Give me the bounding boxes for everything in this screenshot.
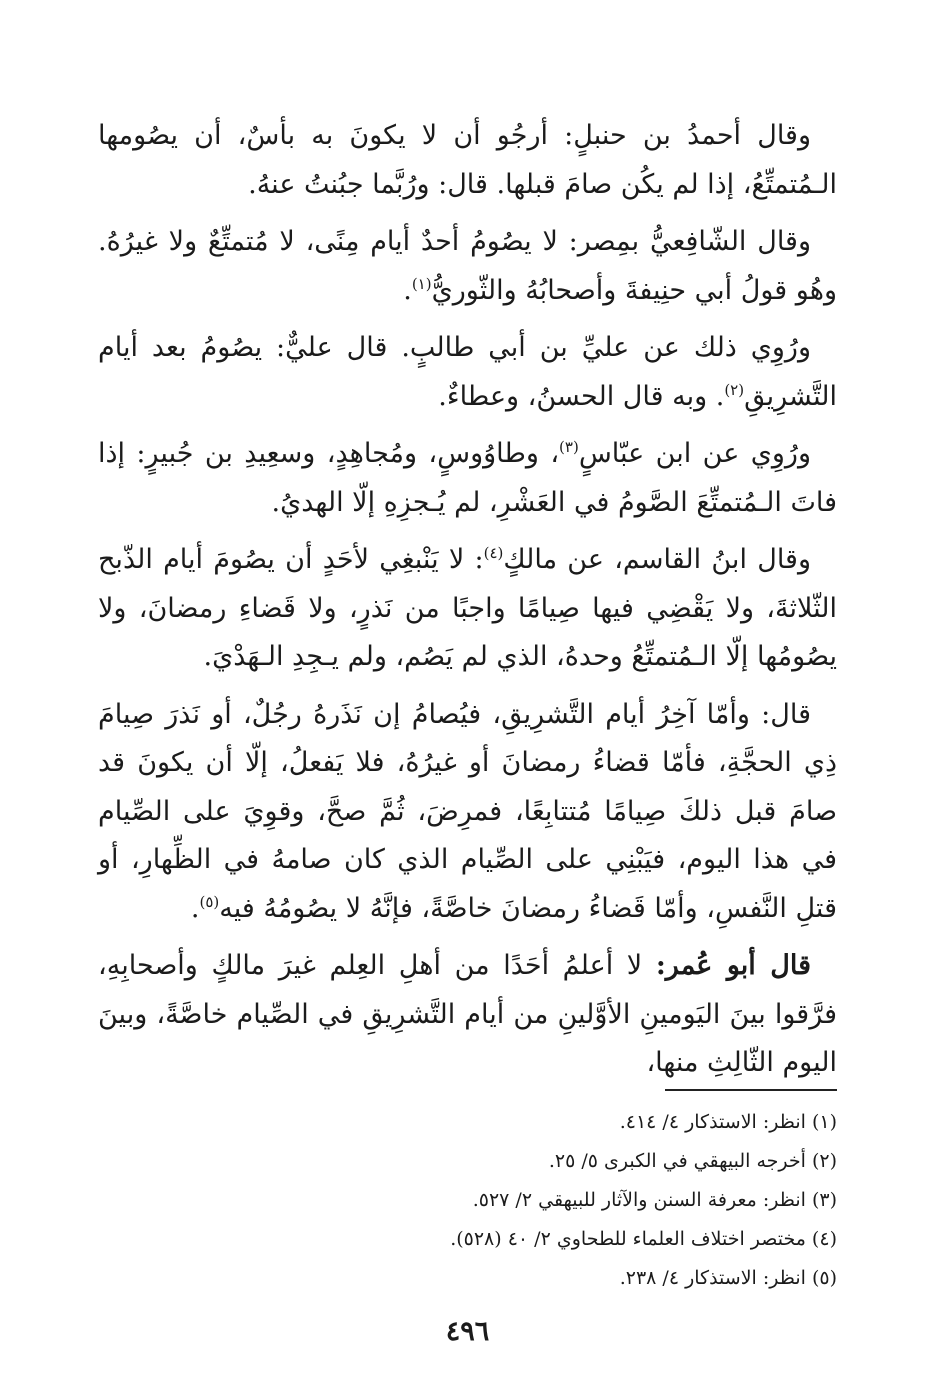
paragraph-text: وقال الشّافِعيُّ بمِصر: لا يصُومُ أحدٌ أيام مِنًى، لا مُتمتِّعٌ ولا غيرُهُ. وهُو قولُ أبي حنِيفةَ وأصحابُهُ والثّوريُّ (98, 226, 837, 306)
footnote-3: (٣) انظر: معرفة السنن والآثار للبيهقي ٢/ ٥٢٧. (472, 1189, 837, 1211)
footnote-2: (٢) أخرجه البيهقي في الكبرى ٥/ ٢٥. (548, 1150, 837, 1172)
main-text (98, 112, 837, 1088)
footnote-5: (٥) انظر: الاستذكار ٤/ ٢٣٨. (619, 1267, 837, 1289)
paragraph-text: وقال أحمدُ بن حنبلٍ: أرجُو أن لا يكونَ به بأسٌ، أن يصُومها الـمُتمتِّعُ، إذا لم يكُن صامَ قبلها. قال: ورُبَّما جبُنتُ عنهُ. (98, 120, 837, 200)
footnote-ref: (٥) (199, 892, 220, 911)
paragraph-lead: قال أبو عُمر: (655, 950, 811, 981)
paragraph-text: قال: وأمّا آخِرُ أيام التَّشرِيقِ، فيُصامُ إن نَذَرهُ رجُلٌ، أو نَذرَ صِيامَ ذِي الحجَّةِ، فأمّا قضاءُ رمضانَ أو غيرُهُ، فلا يَفعلُ، إلّا أن يكونَ قد صامَ قبل ذلكَ صِيامًا مُتتابِعًا، فمرِضَ، ثُمَّ صحَّ، وقوِيَ على الصِّيام في هذا اليوم، فيَبْنِي على الصِّيام الذي كان صامهُ في الظِّهارِ، أو قتلِ النَّفسِ، وأمّا قَضاءُ رمضانَ خاصَّةً، فإنَّهُ لا يصُومُهُ فيه (98, 698, 837, 924)
footnote-ref: (٤) (483, 544, 504, 562)
paragraph-5 (98, 536, 837, 682)
paragraph-tail: ، وطاوُوسٍ، ومُجاهِدٍ، وسعِيدِ بن جُبيرٍ: إذا فاتَ الـمُتمتِّعَ الصَّومُ في العَشْرِ، لم يُـجزِهِ إلّا الهديُ. (98, 438, 837, 518)
paragraph-text: وقال ابنُ القاسم، عن مالكٍ (503, 544, 811, 575)
paragraph-2 (98, 218, 837, 315)
footnote-ref: (١) (411, 274, 432, 293)
paragraph-7 (98, 942, 837, 1088)
paragraph-tail: . وبه قال الحسنُ، وعطاءٌ. (438, 380, 725, 412)
paragraph-tail: . (190, 892, 200, 924)
footnote-ref: (٣) (559, 438, 579, 456)
paragraph-3 (98, 324, 837, 421)
footnote-4: (٤) مختصر اختلاف العلماء للطحاوي ٢/ ٤٠ (٥٢٨). (450, 1228, 837, 1250)
footnote-1: (١) انظر: الاستذكار ٤/ ٤١٤. (619, 1111, 837, 1133)
paragraph-text: لا أعلمُ أحَدًا من أهلِ العِلم غيرَ مالكٍ وأصحابِهِ، فرَّقوا بينَ اليَومينِ الأوَّلينِ من أيام التَّشرِيقِ في الصِّيام خاصَّةً، وبينَ اليوم الثّالِثِ منها، (98, 950, 837, 1078)
paragraph-6 (98, 691, 837, 934)
paragraph-text: ورُوِي ذلك عن عليِّ بن أبي طالبٍ. قال عليٌّ: يصُومُ بعد أيام التَّشرِيقِ (98, 332, 837, 412)
page-number: ٤٩٦ (445, 1316, 490, 1347)
page (98, 112, 837, 1377)
footnote-ref: (٢) (724, 380, 745, 399)
paragraph-text: ورُوِي عن ابن عبّاسٍ (578, 438, 811, 469)
paragraph-tail: . (403, 274, 412, 306)
paragraph-4 (98, 430, 837, 527)
paragraph-1 (98, 112, 837, 209)
footnotes (98, 1103, 837, 1298)
footnote-divider (665, 1089, 837, 1091)
paragraph-tail: : لا يَنْبغِي لأحَدٍ أن يصُومَ أيام الذّبح الثّلاثةَ، ولا يَقْضِي فيها صِيامًا واجبًا من نَذرٍ، ولا قَضاءِ رمضانَ، ولا يصُومُها إلّا الـمُتمتِّعُ وحدهُ، الذي لم يَصُم، ولم يـجِدِ الـهَدْيَ. (98, 544, 837, 672)
